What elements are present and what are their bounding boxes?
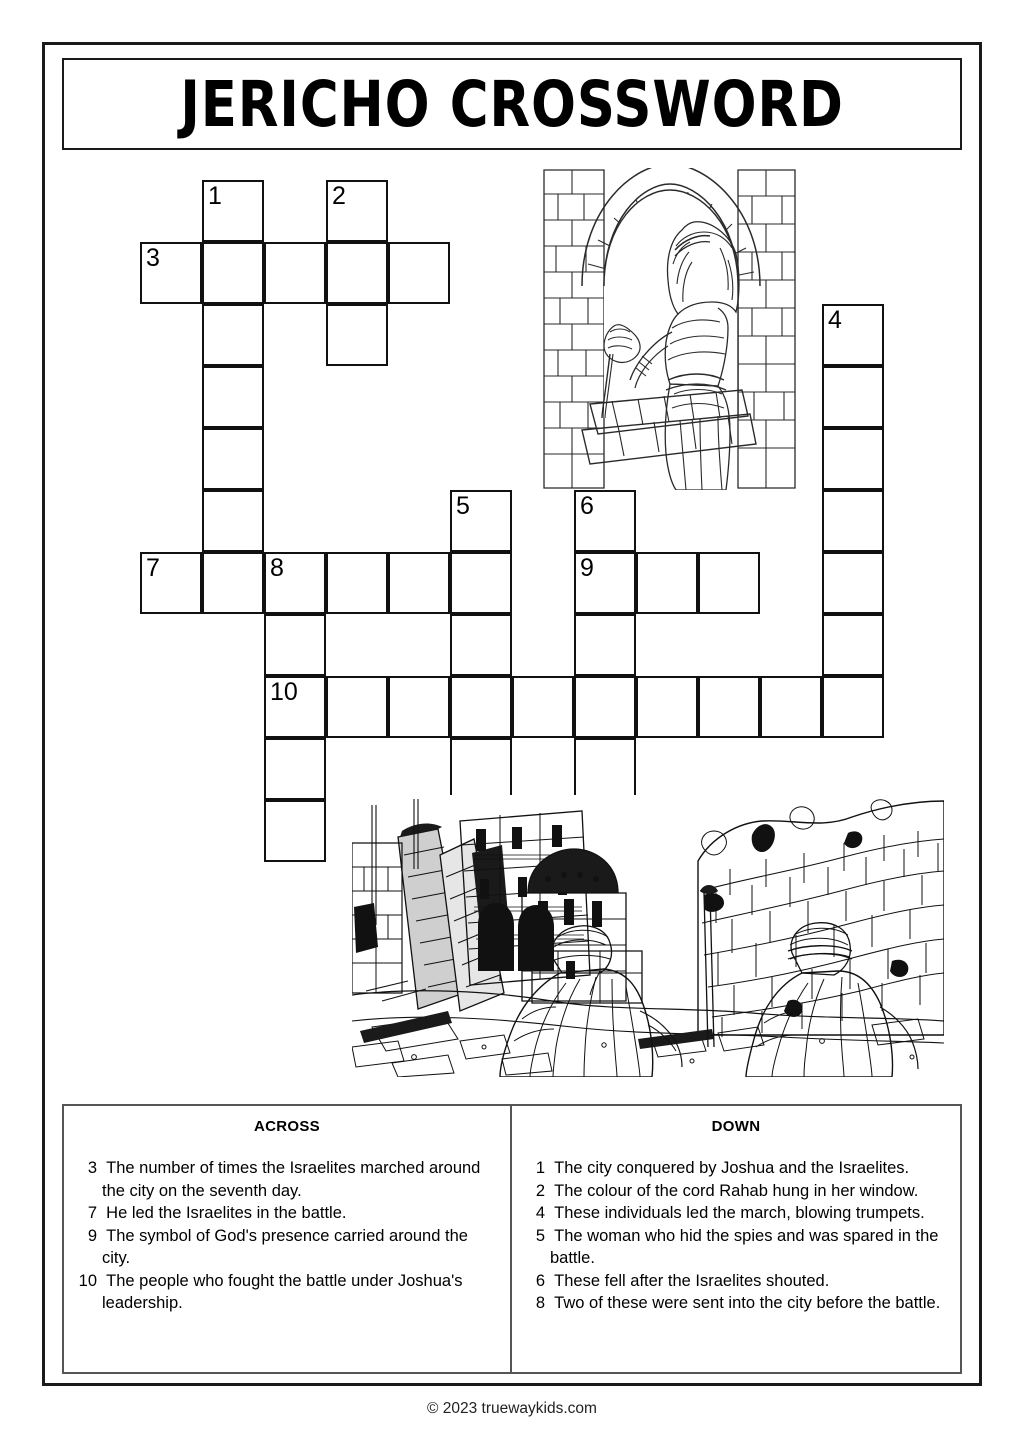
crossword-cell[interactable] [326,676,388,738]
crossword-cell-3[interactable] [140,242,202,304]
down-clue-text-1: The city conquered by Joshua and the Israelites. [545,1159,910,1177]
across-clue-number-7: 7 [87,1204,97,1222]
across-clue-10 [78,1270,496,1315]
crossword-cell[interactable] [822,490,884,552]
footer-copyright: © 2023 truewaykids.com [427,1400,597,1417]
crossword-cell[interactable] [822,676,884,738]
cell-number-2: 2 [332,182,346,210]
crossword-cell[interactable] [326,242,388,304]
down-clue-number-1: 1 [535,1159,545,1177]
crossword-cell[interactable] [202,304,264,366]
cell-number-3: 3 [146,244,160,272]
crossword-cell[interactable] [388,242,450,304]
crossword-cell[interactable] [388,676,450,738]
crossword-cell[interactable] [822,552,884,614]
crossword-cell[interactable] [636,552,698,614]
fallen-walls-of-jericho-illustration [352,795,944,1077]
down-clues-column [512,1106,960,1372]
crossword-cell-2[interactable] [326,180,388,242]
down-clue-number-8: 8 [535,1294,545,1312]
crossword-cell[interactable] [698,676,760,738]
down-clue-8 [526,1292,946,1315]
crossword-cell[interactable] [264,242,326,304]
cell-number-9: 9 [580,554,594,582]
rahab-at-window-illustration [542,168,797,490]
crossword-cell[interactable] [326,552,388,614]
crossword-cell-4[interactable] [822,304,884,366]
crossword-cell[interactable] [822,614,884,676]
crossword-cell[interactable] [388,552,450,614]
crossword-cell[interactable] [450,676,512,738]
crossword-cell[interactable] [574,676,636,738]
down-clue-text-2: The colour of the cord Rahab hung in her window. [545,1181,919,1200]
crossword-cell-9[interactable] [574,552,636,614]
across-clue-9 [78,1225,496,1270]
crossword-cell[interactable] [450,552,512,614]
crossword-cell[interactable] [760,676,822,738]
down-clue-number-5: 5 [535,1226,545,1245]
cell-number-8: 8 [270,554,284,582]
cell-number-10: 10 [270,678,298,706]
down-clue-number-4: 4 [535,1204,545,1222]
crossword-cell-5[interactable] [450,490,512,552]
down-clue-number-6: 6 [535,1271,545,1290]
across-heading: ACROSS [254,1118,320,1135]
down-clue-1 [526,1157,946,1180]
across-clue-text-10: The people who fought the battle under Joshua's leadership. [97,1271,463,1312]
across-clue-7 [78,1202,496,1225]
down-clue-text-5: The woman who hid the spies and was spared in the battle. [545,1226,939,1267]
down-clue-2 [526,1180,946,1203]
down-clue-text-4: These individuals led the march, blowing trumpets. [545,1204,925,1222]
crossword-cell[interactable] [202,428,264,490]
across-clue-text-7: He led the Israelites in the battle. [97,1204,347,1222]
crossword-cell[interactable] [512,676,574,738]
cell-number-5: 5 [456,492,470,520]
title-box [62,58,962,150]
cell-number-1: 1 [208,182,222,210]
across-clues-column [64,1106,512,1372]
crossword-cell[interactable] [202,366,264,428]
crossword-cell-6[interactable] [574,490,636,552]
across-clue-text-9: The symbol of God's presence carried around the city. [97,1226,468,1267]
page-title: JERICHO CROSSWORD [180,67,844,141]
down-clue-4 [526,1202,946,1225]
down-clue-5 [526,1225,946,1270]
crossword-cell[interactable] [202,490,264,552]
crossword-cell-10[interactable] [264,676,326,738]
across-clue-number-3: 3 [87,1159,97,1177]
crossword-cell[interactable] [264,614,326,676]
crossword-cell[interactable] [574,614,636,676]
cell-number-7: 7 [146,554,160,582]
down-clue-list [526,1157,946,1315]
crossword-cell-8[interactable] [264,552,326,614]
crossword-cell[interactable] [698,552,760,614]
down-clue-text-8: Two of these were sent into the city before the battle. [545,1294,941,1312]
crossword-cell-1[interactable] [202,180,264,242]
across-clue-number-9: 9 [87,1226,97,1245]
cell-number-4: 4 [828,306,842,334]
clues-table [62,1104,962,1374]
across-clue-3 [78,1157,496,1202]
crossword-cell[interactable] [636,676,698,738]
crossword-cell[interactable] [202,242,264,304]
across-clue-number-10: 10 [78,1271,97,1290]
crossword-cell-7[interactable] [140,552,202,614]
across-clue-text-3: The number of times the Israelites marched around the city on the seventh day. [97,1159,481,1200]
crossword-cell[interactable] [264,800,326,862]
across-clue-list [78,1157,496,1315]
cell-number-6: 6 [580,492,594,520]
down-clue-text-6: These fell after the Israelites shouted. [545,1271,830,1290]
crossword-cell[interactable] [450,738,512,800]
down-clue-6 [526,1270,946,1293]
crossword-cell[interactable] [264,738,326,800]
crossword-cell[interactable] [822,366,884,428]
down-clue-number-2: 2 [535,1181,545,1200]
crossword-cell[interactable] [450,614,512,676]
down-heading: DOWN [711,1118,761,1135]
crossword-cell[interactable] [574,738,636,800]
crossword-cell[interactable] [202,552,264,614]
crossword-cell[interactable] [326,304,388,366]
crossword-cell[interactable] [822,428,884,490]
